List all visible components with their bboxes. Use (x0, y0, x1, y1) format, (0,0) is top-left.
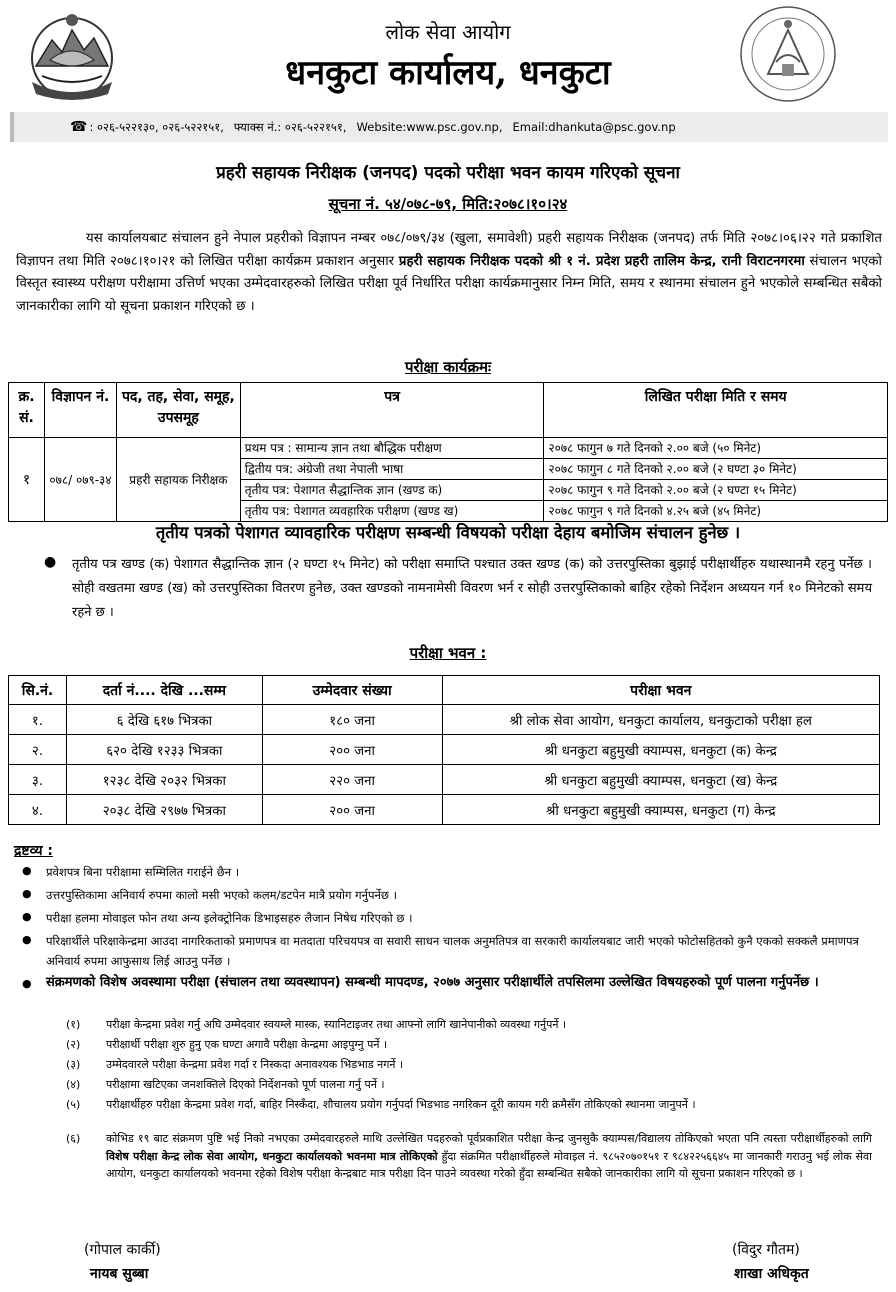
sub-item-text: परीक्षा केन्द्रमा प्रवेश गर्नु अघि उम्मेदवार स्वयम्ले मास्क, स्यानिटाइजर तथा आफ्नो लागि खानेपानीको व्यवस्था गर्नुपर्ने । (106, 1018, 567, 1031)
cell-range: ६ देखि ६१७ भित्रका (66, 705, 262, 735)
bullet-icon: ● (22, 933, 32, 946)
cell-venue: श्री लोक सेवा आयोग, धनकुटा कार्यालय, धनकुटाको परीक्षा हल (442, 705, 879, 735)
halls-title: परीक्षा भवन : (409, 644, 487, 662)
col-header-paper: पत्र (240, 383, 544, 438)
cell-count: २०० जना (262, 735, 442, 765)
col-header-range: दर्ता नं.... देखि ...सम्म (66, 676, 262, 705)
intro-text-a: यस कार्यालयबाट संचालन हुने नेपाल प्रहरीको विज्ञापन नम्बर ०७८/०७९/३४ (खुला, समावेशी) प्रहरी सहायक निरीक्षक (जनपद) तर्फ मिति २०७८।०६।२२ गते प्रकाशित विज्ञापन तथा मिति २०७८।१०।२१ को लिखित परीक्षा कार्यक्रम प्रकाशन अनुसार (16, 231, 882, 269)
sub-item (66, 1036, 872, 1054)
sub-item-text: परीक्षार्थीहरु परीक्षा केन्द्रमा प्रवेश गर्दा, बाहिर निस्कँदा, शौचालय प्रयोग गर्नुपर्दा भिडभाड नगरिकन दूरी कायम गरी क्रमैसँग तोकिएको स्थानमा जानुपर्ने । (106, 1098, 696, 1111)
table-row (9, 795, 880, 825)
table-row (9, 438, 888, 459)
table-header-row (9, 383, 888, 438)
sub-item (66, 1130, 872, 1222)
sub-item-text: उम्मेदवारले परीक्षा केन्द्रमा प्रवेश गर्दा र निस्कदा अनावश्यक भिडभाड नगर्ने । (106, 1058, 404, 1071)
sub-item (66, 1056, 872, 1074)
col-header-venue: परीक्षा भवन (442, 676, 879, 705)
cell-sn: ३. (9, 765, 67, 795)
sub-item-text (106, 1130, 872, 1183)
sub-item (66, 1096, 872, 1132)
col-header-datetime: लिखित परीक्षा मिति र समय (544, 383, 888, 438)
table-row (9, 705, 880, 735)
cell-range: १२३८ देखि २०३२ भित्रका (66, 765, 262, 795)
email-link[interactable]: Email:dhankuta@psc.gov.np (512, 120, 676, 134)
sub-item-number: (३) (66, 1058, 81, 1071)
col-header-count: उम्मेदवार संख्या (262, 676, 442, 705)
phone-numbers: : ०२६-५२२१३०, ०२६-५२२१५१, (89, 120, 224, 134)
bullet-icon: ● (22, 910, 32, 923)
cell-datetime: २०७८ फागुन ८ गते दिनको २.०० बजे (२ घण्टा ३० मिनेट) (544, 459, 888, 480)
website-link[interactable]: Website:www.psc.gov.np, (356, 120, 503, 134)
table-row (9, 765, 880, 795)
bullet-icon: ● (44, 554, 57, 570)
cell-post: प्रहरी सहायक निरीक्षक (116, 438, 240, 522)
sub-item-text-bold: विशेष परीक्षा केन्द्र लोक सेवा आयोग, धनकुटा कार्यालयको भवनमा मात्र तोकिएको (106, 1149, 438, 1163)
cell-datetime: २०७८ फागुन ७ गते दिनको २.०० बजे (५० मिनेट) (544, 438, 888, 459)
cell-sn: ४. (9, 795, 67, 825)
note-item: प्रवेशपत्र बिना परीक्षामा सम्मिलित गराईने छैन । (46, 865, 240, 879)
practical-heading: तृतीय पत्रको पेशागत व्यावहारिक परीक्षण सम्बन्धी विषयको परीक्षा देहाय बमोजिम संचालन हुनेछ । (155, 523, 741, 542)
contact-bar (10, 112, 888, 142)
table-row (9, 735, 880, 765)
note-item: परीक्षा हलमा मोवाइल फोन तथा अन्य इलेक्ट्रोनिक डिभाइसहरु लैजान निषेध गरिएको छ । (46, 911, 413, 925)
cell-range: २०३८ देखि २९७७ भित्रका (66, 795, 262, 825)
sub-item (66, 1076, 872, 1094)
exam-halls-table (8, 675, 880, 825)
notice-title: प्रहरी सहायक निरीक्षक (जनपद) पदको परीक्षा भवन कायम गरिएको सूचना (216, 163, 680, 183)
cell-paper: तृतीय पत्र: पेशागत सैद्धान्तिक ज्ञान (खण्ड क) (240, 480, 544, 501)
cell-venue: श्री धनकुटा बहुमुखी क्याम्पस, धनकुटा (ग) केन्द्र (442, 795, 879, 825)
cell-venue: श्री धनकुटा बहुमुखी क्याम्पस, धनकुटा (क) केन्द्र (442, 735, 879, 765)
note-item: परिक्षार्थीले परिक्षाकेन्द्रमा आउदा नागरिकताको प्रमाणपत्र वा मतदाता परिचयपत्र वा सवारी साधन चालक अनुमतिपत्र वा सरकारी कार्यालयबाट जारी भएको फोटोसहितको कुनै एकको सक्कलै प्रमाणपत्र अनिवार्य रुपमा आफुसाथ लिई आउनु पर्नेछ । (46, 934, 859, 968)
sub-item-number: (४) (66, 1078, 81, 1091)
note-item-bold: संक्रमणको विशेष अवस्थामा परीक्षा (संचालन तथा व्यवस्थापन) सम्बन्धी मापदण्ड, २०७७ अनुसार परीक्षार्थीले तपसिलमा उल्लेखित विषयहरुको पूर्ण पालना गर्नुपर्नेछ । (46, 975, 819, 990)
signatory-right-title: शाखा अधिकृत (734, 1266, 809, 1282)
cell-adv-no: ०७८/ ०७९-३४ (44, 438, 116, 522)
col-header-sn: क्र. सं. (9, 383, 45, 438)
table-header-row (9, 676, 880, 705)
col-header-sn: सि.नं. (9, 676, 67, 705)
sub-item-number: (६) (66, 1132, 81, 1145)
sub-item-number: (५) (66, 1098, 81, 1111)
notes-heading: द्रष्टव्य : (14, 843, 53, 859)
cell-paper: द्वितीय पत्र: अंग्रेजी तथा नेपाली भाषा (240, 459, 544, 480)
exam-programme-table (8, 382, 888, 522)
cell-datetime: २०७८ फागुन ९ गते दिनको २.०० बजे (२ घण्टा १५ मिनेट) (544, 480, 888, 501)
signatory-right-name: (विदुर गौतम) (732, 1242, 800, 1258)
intro-paragraph (16, 228, 882, 318)
signatory-left-name: (गोपाल कार्की) (84, 1242, 161, 1258)
bullet-icon: ● (22, 977, 32, 990)
note-item: उत्तरपुस्तिकामा अनिवार्य रुपमा कालो मसी भएको कलम/डटपेन मात्रै प्रयोग गर्नुपर्नेछ । (46, 888, 397, 902)
phone-icon: ☎ (70, 119, 88, 135)
fax-number: फ्याक्स नं.: ०२६-५२२१५१, (233, 120, 347, 134)
sub-item-text: परीक्षामा खटिएका जनशक्तिले दिएको निर्देशनको पूर्ण पालना गर्नु पर्ने । (106, 1078, 385, 1091)
cell-sn: २. (9, 735, 67, 765)
bullet-icon: ● (22, 864, 32, 877)
cell-sn: १ (9, 438, 45, 522)
sub-item-text-c: हुँदा संक्रमित परीक्षार्थीहरुले मोवाइल नं. ९८५२०७०१५१ र ९८४२२५६६४५ मा जानकारी गराउनु भई लोक सेवा आयोग, धनकुटा कार्यालयको भवनमा रहेको विशेष परीक्षा केन्द्रबाट मात्र परीक्षा दिन पाउने व्यवस्था गरेको हुँदा सम्बन्धित सबैको जानकारीका लागि यो सूचना प्रकाशन गरिएको छ । (106, 1149, 872, 1180)
sub-item-text-a: कोभिड १९ बाट संक्रमण पुष्टि भई निको नभएका उम्मेदवारहरुले माथि उल्लेखित पदहरुको पूर्वप्रकाशित परीक्षा केन्द्र जुनसुकै क्याम्पस/विद्यालय तोकिएको भएता पनि त्यस्ता परीक्षार्थीहरुको लागि (106, 1132, 872, 1145)
cell-datetime: २०७८ फागुन ९ गते दिनको ४.२५ बजे (४५ मिनेट) (544, 501, 888, 522)
sub-item-text: परीक्षार्थी परीक्षा शुरु हुनु एक घण्टा अगावै परीक्षा केन्द्रमा आइपुग्नु पर्ने । (106, 1038, 388, 1051)
col-header-post: पद, तह, सेवा, समूह, उपसमूह (116, 383, 240, 438)
sub-item-number: (२) (66, 1038, 81, 1051)
cell-paper: तृतीय पत्र: पेशागत व्यवहारिक परीक्षण (खण्ड ख) (240, 501, 544, 522)
practical-text: तृतीय पत्र खण्ड (क) पेशागत सैद्धान्तिक ज्ञान (२ घण्टा १५ मिनेट) को परीक्षा समाप्ति पश्चात उक्त खण्ड (क) को उत्तरपुस्तिका बुझाई परीक्षार्थीहरु यथास्थानमै रहनु पर्नेछ । सोही वखतमा खण्ड (ख) को उत्तरपुस्तिका वितरण हुनेछ, उक्त खण्डको नामनामेसी विवरण भर्न र सोही उत्तरपुस्तिकाको बाहिर रहेको निर्देशन अध्ययन गर्न १० मिनेटको समय रहने छ । (72, 557, 872, 620)
office-name: धनकुटा कार्यालय, धनकुटा (285, 53, 611, 93)
cell-paper: प्रथम पत्र : सामान्य ज्ञान तथा बौद्धिक परीक्षण (240, 438, 544, 459)
cell-count: २२० जना (262, 765, 442, 795)
cell-sn: १. (9, 705, 67, 735)
programme-title: परीक्षा कार्यक्रमः (404, 358, 492, 376)
sub-item-number: (१) (66, 1018, 81, 1031)
notice-number: सूचना नं. ५४/०७८-७९, मिति:२०७८।१०।२४ (328, 195, 568, 213)
cell-count: १८० जना (262, 705, 442, 735)
organization-name: लोक सेवा आयोग (385, 20, 511, 44)
cell-venue: श्री धनकुटा बहुमुखी क्याम्पस, धनकुटा (ख) केन्द्र (442, 765, 879, 795)
cell-range: ६२० देखि १२३३ भित्रका (66, 735, 262, 765)
intro-text-c: संचालन भएको विस्तृत स्वास्थ्य परीक्षण परीक्षामा उत्तिर्ण भएका उम्मेदवारहरुको लिखित परीक्षा पूर्व निर्धारित परीक्षा कार्यक्रमानुसार निम्न मिति, समय र स्थानमा संचालन हुने भएकोले सम्बन्धित सबैको जानकारीका लागि यो सूचना प्रकाशन गरिएको छ । (16, 253, 882, 314)
col-header-adv: विज्ञापन नं. (44, 383, 116, 438)
sub-item (66, 1016, 872, 1034)
signatory-left-title: नायब सुब्बा (90, 1266, 149, 1282)
intro-text-bold: प्रहरी सहायक निरीक्षक पदको श्री १ नं. प्रदेश प्रहरी तालिम केन्द्र, रानी विराटनगरमा (398, 253, 805, 269)
cell-count: २०० जना (262, 795, 442, 825)
bullet-icon: ● (22, 887, 32, 900)
